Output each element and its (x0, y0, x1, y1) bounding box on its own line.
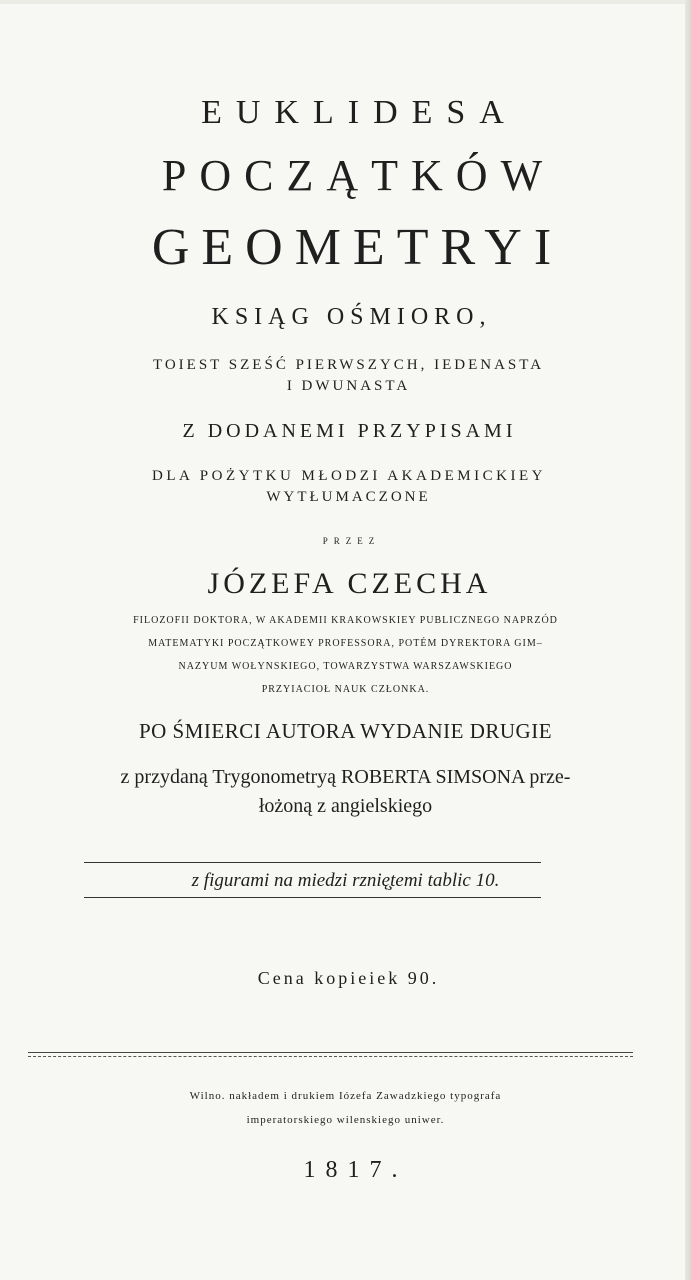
price-line: Cena kopieiek 90. (257, 968, 440, 988)
purpose-line-1: DLA POŻYTKU MŁODZI AKADEMICKIEY (152, 468, 546, 484)
rule-below-figures (84, 897, 541, 898)
translator-name: JÓZEFA CZECHA (207, 567, 492, 600)
trigonometry-line-2: łożoną z angielskiego (258, 795, 433, 817)
translator-credentials-4: PRZYIACIOŁ NAUK CZŁONKA. (261, 684, 430, 695)
imprint-line-2: imperatorskiego wilenskiego uniwer. (246, 1114, 445, 1126)
translator-credentials-3: NAZYUM WOŁYNSKIEGO, TOWARZYSTWA WARSZAWSKIEGO (178, 661, 513, 672)
publication-year: 1817. (303, 1157, 408, 1183)
page-top-edge (0, 0, 691, 4)
imprint-rule-dashed (28, 1056, 633, 1057)
figures-note: z figurami na miedzi rznię̧temi tablic 10. (191, 870, 500, 891)
notes-line: Z DODANEMI PRZYPISAMI (182, 420, 517, 442)
imprint-rule-top (28, 1052, 633, 1053)
title-line-geometry: GEOMETRYI (151, 219, 564, 276)
purpose-line-2: WYTŁUMACZONE (266, 489, 431, 505)
edition-line: PO ŚMIERCI AUTORA WYDANIE DRUGIE (138, 719, 553, 743)
books-detail-2: I DWUNASTA (286, 378, 411, 394)
translator-credentials-2: MATEMATYKI POCZĄTKOWEY PROFESSORA, POTÉM DYREKTORA GIM– (148, 638, 543, 649)
by-line: PRZEZ (322, 536, 381, 546)
books-count: KSIĄG OŚMIORO, (211, 304, 492, 330)
rule-above-figures (84, 862, 541, 863)
trigonometry-line-1: z przydaną Trygonometryą ROBERTA SIMSONA prze- (120, 766, 571, 788)
books-detail-1: TOIEST SZEŚĆ PIERWSZYCH, IEDENASTA (152, 357, 545, 373)
title-line-beginnings: POCZĄTKÓW (161, 151, 556, 200)
imprint-line-1: Wilno. nakładem i drukiem Iózefa Zawadzkiego typografa (189, 1090, 502, 1102)
translator-credentials-1: FILOZOFII DOKTORA, W AKADEMII KRAKOWSKIEY PUBLICZNEGO NAPRZÓD (133, 615, 558, 626)
title-author-name: EUKLIDESA (201, 94, 518, 131)
